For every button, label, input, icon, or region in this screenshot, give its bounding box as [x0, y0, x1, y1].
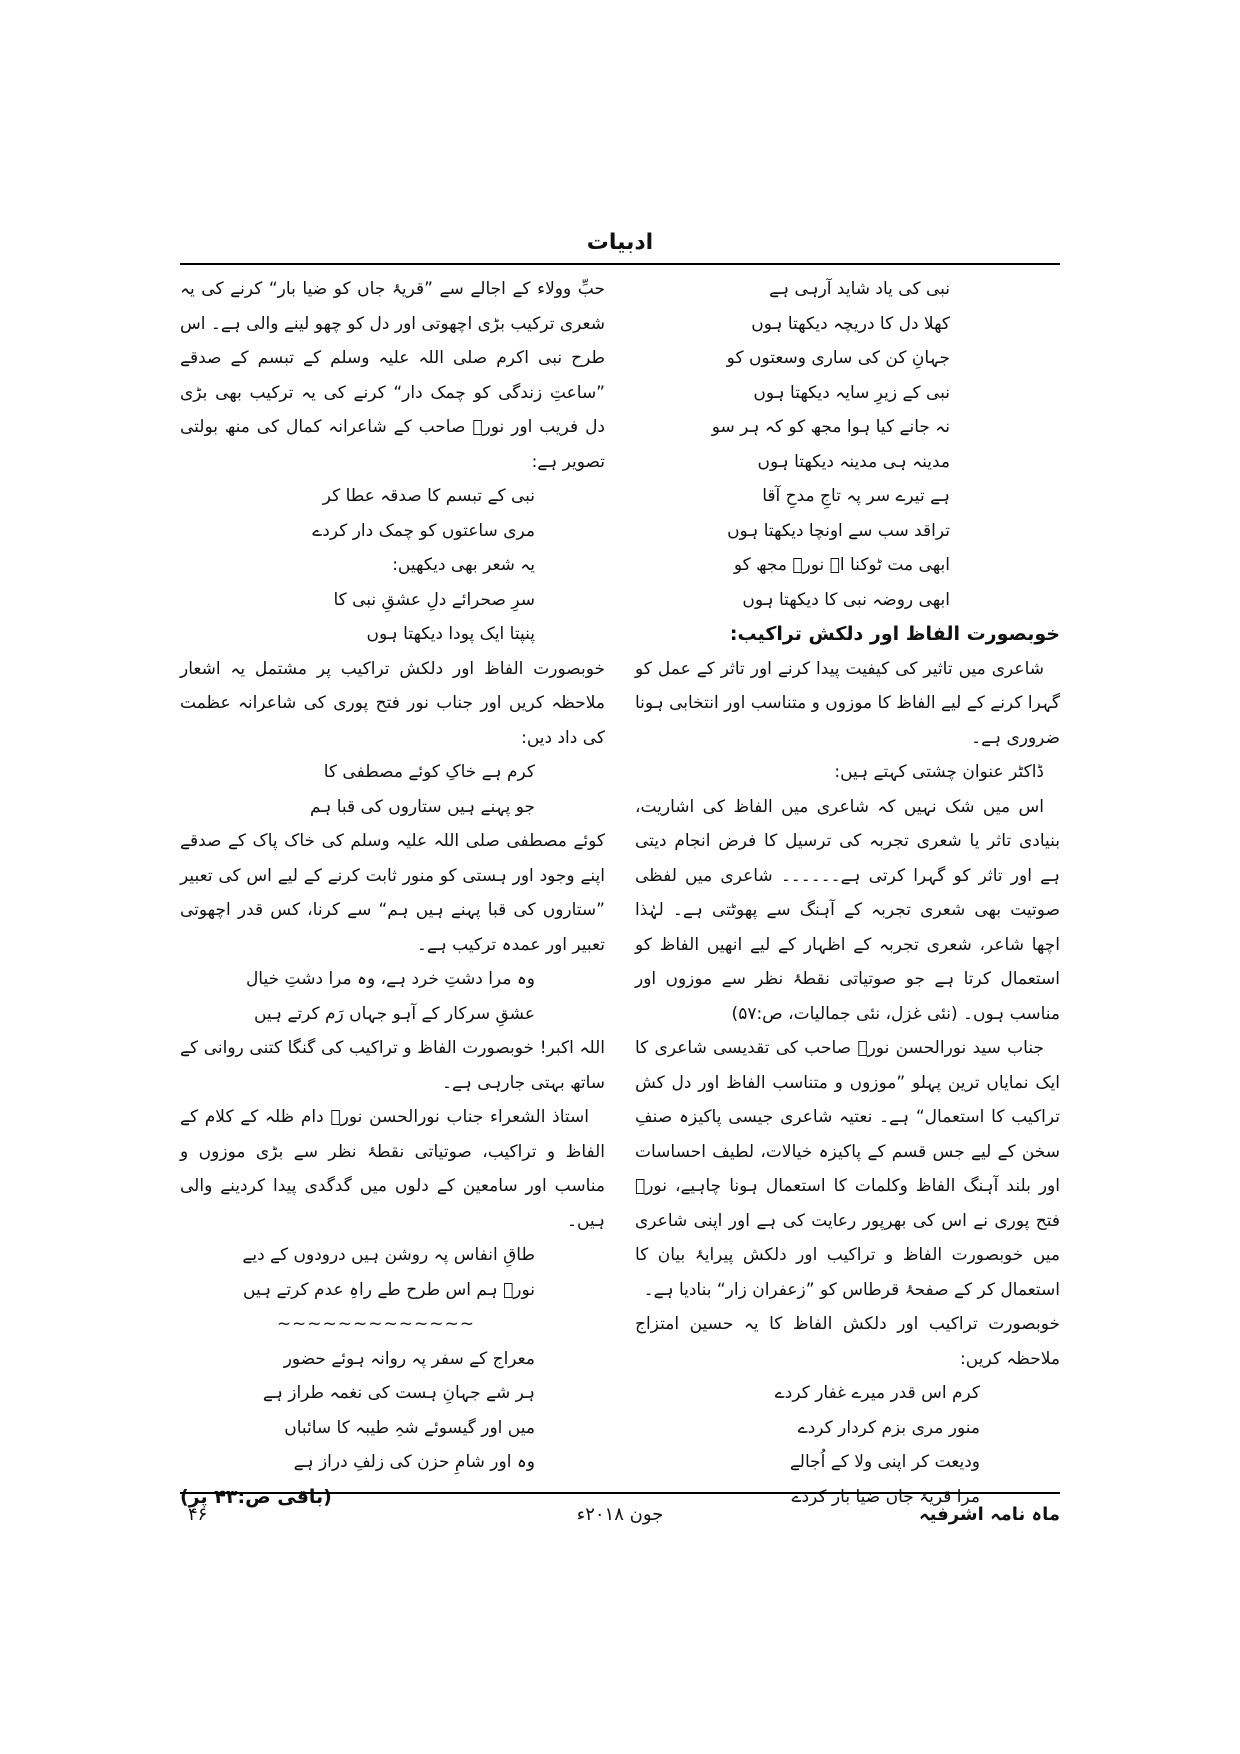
header-rule: [180, 263, 1060, 265]
verse-line: جو پہنے ہیں ستاروں کی قبا ہم: [310, 796, 535, 817]
verses-block: [180, 962, 605, 1031]
intro-verses: [635, 272, 1060, 617]
page-header-title: ادبیات: [586, 230, 654, 255]
section-heading: خوبصورت الفاظ اور دلکش تراکیب:: [729, 623, 1060, 645]
verse-line: طاقِ انفاس پہ روشن ہیں درودوں کے دیے: [242, 1245, 535, 1265]
paragraph: جناب سید نورالحسن نورؔ صاحب کی تقدیسی شاعری کا ایک نمایاں ترین پہلو ”موزوں و متناسب الفاظ اور دل کش تراکیب کا استعمال“ ہے۔ نعتیہ شاعری جیسی پاکیزہ صنفِ سخن کے لیے جس قسم کے پاکیزہ خیالات، لطیف احساسات اور بلند آہنگ الفاظ وکلمات کا استعمال ہونا چاہیے، نورؔ فتح پوری نے اس کی بھرپور رعایت کی ہے اور اپنی شاعری میں خوبصورت الفاظ و تراکیب اور دلکش پیرایۂ بیان کا استعمال کر کے صفحۂ قرطاس کو ”زعفران زار“ بنادیا ہے۔: [635, 1038, 1060, 1300]
verse-line: معراج کے سفر پہ روانہ ہوئے حضور: [283, 1348, 535, 1369]
verse-line: نورؔ ہم اس طرح طے راہِ عدم کرتے ہیں: [243, 1279, 535, 1300]
left-column: [180, 272, 605, 1514]
paragraph: خوبصورت الفاظ اور دلکش تراکیب پر مشتمل یہ اشعار ملاحظہ کریں اور جناب نور فتح پوری کی شاعرانہ عظمت کی داد دیں:: [180, 658, 605, 748]
continued-note: (باقی ص:۴۳ پر): [180, 1485, 332, 1508]
quoted-paragraph: اس میں شک نہیں کہ شاعری میں الفاظ کی اشاریت، بنیادی تاثر یا شعری تجربہ کی ترسیل کا فرض انجام دیتی ہے اور تاثر کو گہرا کرتی ہے۔۔۔۔۔۔ شاعری میں لفظی صوتیت بھی شعری تجربہ کے آہنگ سے پھوٹتی ہے۔ لہٰذا اچھا شاعر، شعری تجربہ کے اظہار کے لیے انھیں الفاظ کو استعمال کرتا ہے جو صوتیاتی نقطۂ نظر سے موزوں اور مناسب ہوں۔ (نئی غزل، نئی جمالیات، ص:۵۷): [635, 796, 1060, 1024]
verse-line: مدینہ ہی مدینہ دیکھتا ہوں: [757, 451, 950, 472]
paragraph: اللہ اکبر! خوبصورت الفاظ و تراکیب کی گنگا کتنی روانی کے ساتھ بہتی جارہی ہے۔: [180, 1038, 605, 1093]
verse-line: نبی کے زیرِ سایہ دیکھتا ہوں: [753, 382, 950, 403]
verse-line: ودیعت کر اپنی ولا کے اُجالے: [789, 1452, 980, 1472]
verse-line: نبی کے تبسم کا صدقہ عطا کر: [322, 486, 535, 506]
verse-line: منور مری بزم کردار کردے: [797, 1417, 980, 1438]
verse-line: ہر شے جہانِ ہست کی نغمہ طراز ہے: [262, 1383, 535, 1403]
magazine-name: ماہ نامہ اشرفیہ: [919, 1504, 1060, 1525]
paragraph: خوبصورت تراکیب اور دلکش الفاظ کا یہ حسین امتزاج ملاحظہ کریں:: [635, 1314, 1060, 1369]
verse-line: کرم ہے خاکِ کوئے مصطفی کا: [323, 762, 535, 782]
section-divider: ~~~~~~~~~~~~~: [276, 1314, 475, 1334]
right-column: [635, 272, 1060, 1514]
paragraph: حبِّ وولاء کے اجالے سے ”قریۂ جاں کو ضیا بار“ کرنے کی یہ شعری ترکیب بڑی اچھوتی اور دل کو چھو لینے والی ہے۔ اس طرح نبی اکرم صلی اللہ علیہ وسلم کے تبسم کے صدقے ”ساعتِ زندگی کو چمک دار“ کرنے کی یہ ترکیب بھی بڑی دل فریب اور نورؔ صاحب کے شاعرانہ کمال کی منھ بولتی تصویر ہے:: [180, 279, 605, 472]
footer-rule: [180, 1492, 1060, 1494]
verse-line: وہ مرا دشتِ خرد ہے، وہ مرا دشتِ خیال: [245, 969, 535, 989]
verses-block: [180, 1238, 605, 1307]
verse-line: پنپتا ایک پودا دیکھتا ہوں: [366, 624, 535, 644]
verses-block: [180, 1342, 605, 1480]
verse-line: وہ اور شامِ حزن کی زلفِ دراز ہے: [293, 1452, 535, 1472]
verse-line: ابھی مت ٹوکنا اے نورؔ مجھ کو: [733, 555, 950, 575]
verse-line: ابھی روضہ نبی کا دیکھتا ہوں: [742, 589, 950, 610]
verse-line: مرا قریۂ جاں ضیا بار کردے: [791, 1486, 980, 1507]
paragraph: استاذ الشعراء جناب نورالحسن نورؔ دام ظلہ کے کلام کے الفاظ و تراکیب، صوتیاتی نقطۂ نظر سے بڑی موزوں و مناسب اور سامعین کے دلوں میں گدگدی پیدا کردینے والی ہیں۔: [180, 1107, 605, 1231]
verse-line: مری ساعتوں کو چمک دار کردے: [312, 520, 535, 541]
verse-line: کرم اس قدر میرے غفار کردے: [774, 1383, 980, 1403]
page-number: ۴۶: [188, 1504, 208, 1525]
verse-line: کھلا دل کا دریچہ دیکھتا ہوں: [751, 313, 950, 334]
paragraph: شاعری میں تاثیر کی کیفیت پیدا کرنے اور تاثر کے عمل کو گہرا کرنے کے لیے الفاظ کا موزوں و متناسب اور انتخابی ہونا ضروری ہے۔: [635, 658, 1060, 748]
paragraph: کوئے مصطفی صلی اللہ علیہ وسلم کی خاک پاک کے صدقے اپنے وجود اور ہستی کو منور ثابت کرنے کے لیے اس کی تعبیر ”ستاروں کی قبا پہنے ہیں ہم“ سے کرنا، کس قدر اچھوتی تعبیر اور عمدہ ترکیب ہے۔: [180, 831, 605, 955]
verses-block: [180, 755, 605, 824]
paragraph: ڈاکٹر عنوان چشتی کہتے ہیں:: [834, 762, 1044, 782]
verse-line: ہے تیرے سر پہ تاجِ مدحِ آقا: [762, 486, 950, 506]
verse-line: میں اور گیسوئے شہِ طیبہ کا سائباں: [284, 1417, 535, 1438]
verse-line: یہ شعر بھی دیکھیں:: [392, 555, 535, 575]
verse-line: جہانِ کن کی ساری وسعتوں کو: [726, 348, 950, 368]
verse-line: سرِ صحرائے دلِ عشقِ نبی کا: [333, 589, 535, 610]
verse-line: عشقِ سرکار کے آہو جہاں رَم کرتے ہیں: [253, 1003, 535, 1024]
verse-line: نبی کی یاد شاید آرہی ہے: [769, 279, 950, 299]
issue-date: جون ۲۰۱۸ء: [576, 1504, 664, 1525]
verse-line: تراقد سب سے اونچا دیکھتا ہوں: [727, 520, 950, 541]
verses-block: [180, 479, 605, 652]
page-footer: [180, 1500, 1060, 1536]
verse-line: نہ جانے کیا ہوا مجھ کو کہ ہر سو: [711, 417, 950, 437]
